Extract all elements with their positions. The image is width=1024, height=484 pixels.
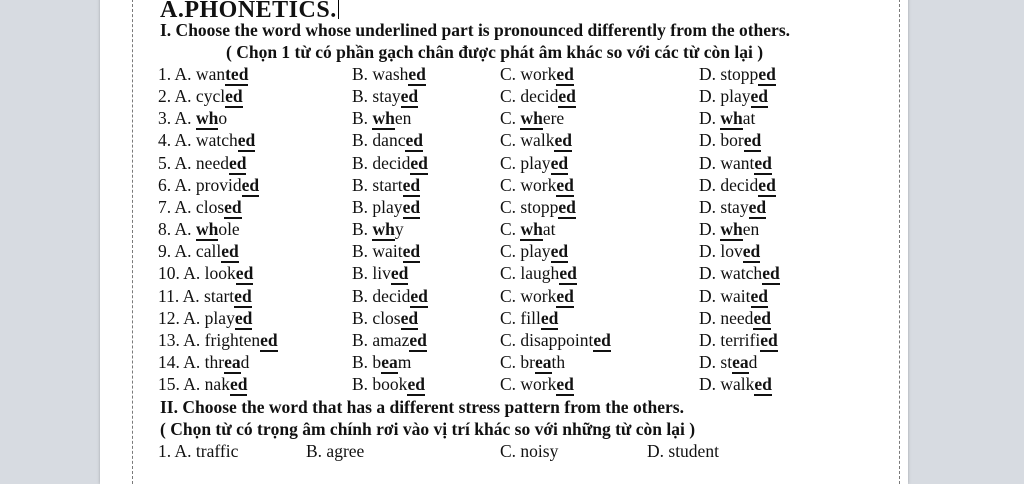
option-c [500, 262, 577, 284]
option-d [699, 218, 759, 240]
option-a: 1. A. traffic [158, 441, 239, 461]
option-a [158, 85, 243, 107]
underlined-part: ed [742, 241, 761, 262]
underlined-part: ed [400, 307, 419, 328]
option-text-suffix: d [748, 351, 758, 372]
option-b [352, 129, 423, 151]
underlined-part: ed [760, 329, 778, 350]
underlined-part: wh [720, 219, 743, 240]
underlined-part: ed [234, 285, 252, 306]
option-a [158, 285, 252, 307]
option-text: A. [174, 108, 196, 129]
question-number: 15. [158, 374, 184, 395]
question-number: 9. [158, 241, 175, 262]
underlined-part: wh [520, 108, 543, 129]
option-b [352, 307, 418, 329]
question-row [158, 129, 898, 151]
option-d [699, 373, 772, 395]
question-row [158, 218, 898, 240]
underlined-part: ed [750, 86, 769, 107]
left-margin-guide [132, 0, 133, 484]
right-margin-guide [899, 0, 900, 484]
underlined-part: ed [390, 263, 409, 284]
question-row [158, 174, 898, 196]
option-text: D. stopp [699, 64, 759, 84]
option-text: B. stay [352, 86, 401, 107]
option-text: C. work [500, 285, 557, 306]
option-d [699, 63, 776, 85]
question-number: 12. [158, 307, 184, 328]
option-text-suffix: y [394, 219, 404, 240]
option-text-suffix: en [394, 108, 412, 129]
underlined-part: ed [410, 285, 428, 306]
option-a [158, 196, 242, 218]
underlined-part: ed [402, 174, 421, 195]
option-text: D. stay [699, 196, 749, 217]
underlined-part: ed [402, 196, 421, 217]
underlined-part: ed [748, 196, 767, 217]
option-text: B. b [352, 351, 382, 372]
part2-instruction-vi: ( Chọn từ có trọng âm chính rơi vào vị trí khác so với những từ còn lại ) [160, 419, 696, 439]
question-number: 3. [158, 108, 175, 129]
option-d [699, 129, 761, 151]
option-text: C. laugh [500, 263, 560, 284]
underlined-part: ed [556, 64, 574, 84]
option-c [500, 285, 574, 307]
underlined-part: ed [593, 329, 611, 350]
question-row [158, 351, 898, 373]
underlined-part: ed [405, 130, 423, 151]
option-text: D. [699, 108, 721, 129]
option-text: D. play [699, 86, 751, 107]
underlined-part: wh [372, 219, 395, 240]
option-c [500, 174, 574, 196]
option-text: A. play [183, 307, 235, 328]
underlined-part: ed [758, 174, 776, 195]
part1-instruction-vi: ( Chọn 1 từ có phần gạch chân được phát âm khác so với các từ còn lại ) [226, 42, 764, 62]
option-a [158, 63, 248, 85]
option-text-suffix: th [551, 351, 566, 372]
option-text: D. bor [699, 130, 744, 151]
underlined-part: ed [402, 241, 421, 262]
option-a [158, 174, 259, 196]
option-text: C. work [500, 174, 557, 195]
option-text: B. liv [352, 263, 391, 284]
underlined-part: ed [754, 374, 772, 395]
underlined-part: ea [535, 351, 552, 372]
option-text: A. [174, 219, 196, 240]
option-b [352, 285, 428, 307]
option-text: A. need [174, 152, 229, 173]
option-text: D. want [699, 152, 755, 173]
option-b [352, 351, 411, 373]
option-a [158, 329, 278, 351]
underlined-part: wh [372, 108, 395, 129]
question-row [158, 196, 898, 218]
option-text: A. start [182, 285, 235, 306]
option-text: D. [699, 219, 721, 240]
option-a [158, 262, 253, 284]
option-text: B. amaz [352, 329, 410, 350]
option-a [158, 152, 246, 174]
option-a [158, 107, 227, 129]
option-text: D. walk [699, 374, 755, 395]
option-d: D. student [647, 441, 719, 461]
underlined-part: ed [556, 374, 574, 395]
option-text: A. call [174, 241, 222, 262]
option-d [699, 107, 755, 129]
underlined-part: ed [408, 64, 426, 84]
option-b [352, 218, 404, 240]
option-text: B. book [352, 374, 408, 395]
question-row [158, 152, 898, 174]
option-c [500, 63, 574, 85]
option-text-suffix: en [742, 219, 760, 240]
underlined-part: ed [409, 329, 427, 350]
option-c [500, 307, 558, 329]
option-c [500, 373, 574, 395]
option-text: C. decid [500, 86, 559, 107]
option-d [699, 152, 772, 174]
underlined-part: ed [743, 130, 762, 151]
underlined-part: ed [229, 374, 248, 395]
option-text: B. wash [352, 64, 409, 84]
question-row [158, 285, 898, 307]
option-b [352, 85, 418, 107]
option-b [352, 196, 420, 218]
underlined-part: wh [195, 108, 219, 129]
question-number: 2. [158, 86, 175, 107]
option-text-suffix: ole [218, 219, 240, 240]
underlined-part: ed [559, 263, 577, 284]
option-text: D. wait [699, 285, 751, 306]
underlined-part: ed [556, 285, 574, 306]
option-c: C. noisy [500, 441, 559, 461]
option-d [699, 174, 776, 196]
option-c [500, 240, 568, 262]
option-c [500, 85, 576, 107]
document-page[interactable] [100, 0, 908, 484]
question-row [158, 307, 898, 329]
option-d [699, 196, 766, 218]
underlined-part: ed [235, 263, 254, 284]
option-text: A. look [183, 263, 236, 284]
option-text: B. decid [352, 152, 411, 173]
option-text: D. watch [699, 263, 763, 284]
option-text: C. work [500, 64, 557, 84]
question-row [158, 107, 898, 129]
underlined-part: ed [224, 196, 242, 217]
option-b [352, 152, 428, 174]
option-text: A. clos [174, 196, 225, 217]
part1-instruction-en: I. Choose the word whose underlined part is pronounced differently from the others. [160, 20, 791, 40]
question-number: 14. [158, 351, 184, 372]
underlined-part: ed [558, 86, 576, 107]
option-a [158, 307, 252, 329]
stress-question-row [158, 440, 898, 462]
option-text: C. play [500, 152, 551, 173]
option-text: A. provid [174, 174, 242, 195]
underlined-part: ea [381, 351, 398, 372]
option-b [352, 174, 420, 196]
option-d [699, 262, 780, 284]
underlined-part: ed [753, 307, 771, 328]
option-d [699, 240, 760, 262]
option-d [699, 85, 768, 107]
option-text: A. nak [183, 374, 230, 395]
option-text: D. need [699, 307, 754, 328]
option-c [500, 351, 565, 373]
underlined-part: ed [400, 86, 419, 107]
text-cursor [338, 0, 339, 19]
underlined-part: ed [241, 174, 260, 195]
question-number: 13. [158, 329, 184, 350]
option-b [352, 373, 425, 395]
option-c [500, 152, 568, 174]
option-c [500, 218, 555, 240]
option-text: C. work [500, 374, 557, 395]
option-text-suffix: o [218, 108, 228, 129]
option-text: A. watch [174, 130, 238, 151]
question-number: 11. [158, 285, 183, 306]
underlined-part: ed [237, 130, 256, 151]
option-text: D. terrifi [699, 329, 761, 350]
question-number: 10. [158, 263, 184, 284]
option-text: B. [352, 219, 373, 240]
option-b [352, 107, 411, 129]
underlined-part: ed [410, 152, 428, 173]
question-number: 4. [158, 130, 175, 151]
option-text-suffix: m [397, 351, 412, 372]
question-row [158, 63, 898, 85]
underlined-part: ea [732, 351, 749, 372]
option-text: A. wan [174, 64, 226, 84]
option-text: B. danc [352, 130, 406, 151]
part2-instruction-en: II. Choose the word that has a different stress pattern from the others. [160, 397, 684, 417]
option-text: A. thr [183, 351, 225, 372]
underlined-part: ed [550, 241, 569, 262]
question-row [158, 85, 898, 107]
option-c [500, 196, 576, 218]
underlined-part: ed [225, 86, 243, 107]
option-text: C. walk [500, 130, 555, 151]
option-a [158, 129, 255, 151]
underlined-part: ed [750, 285, 769, 306]
option-a [158, 240, 239, 262]
option-text: C. play [500, 241, 551, 262]
option-d [699, 329, 778, 351]
question-number: 6. [158, 174, 175, 195]
option-text: D. st [699, 351, 733, 372]
option-d [699, 351, 757, 373]
underlined-part: ed [554, 130, 572, 151]
option-text: D. decid [699, 174, 759, 195]
option-d [699, 285, 768, 307]
question-number: 5. [158, 152, 175, 173]
option-text: B. start [352, 174, 403, 195]
question-row [158, 262, 898, 284]
option-a [158, 218, 240, 240]
option-c [500, 129, 572, 151]
option-text: C. stopp [500, 196, 559, 217]
underlined-part: ed [754, 152, 772, 173]
option-text: A. cycl [174, 86, 226, 107]
question-row [158, 240, 898, 262]
option-text: C. [500, 219, 521, 240]
underlined-part: wh [520, 219, 543, 240]
option-text: C. br [500, 351, 535, 372]
question-row [158, 329, 898, 351]
question-number: 1. [158, 64, 175, 84]
underlined-part: ed [228, 152, 247, 173]
option-b: B. agree [306, 441, 365, 461]
underlined-part: ed [758, 64, 776, 84]
option-b [352, 63, 426, 85]
option-c [500, 329, 611, 351]
option-text: A. frighten [183, 329, 261, 350]
option-text: C. disappoint [500, 329, 594, 350]
underlined-part: ed [260, 329, 278, 350]
option-text: B. play [352, 196, 403, 217]
option-text: C. fill [500, 307, 541, 328]
option-c [500, 107, 564, 129]
option-a [158, 373, 247, 395]
underlined-part: ed [221, 241, 239, 262]
underlined-part: ea [224, 351, 241, 372]
underlined-part: ed [556, 174, 574, 195]
option-text: C. [500, 108, 521, 129]
option-text-suffix: d [240, 351, 250, 372]
underlined-part: ed [762, 263, 780, 284]
underlined-part: ed [234, 307, 253, 328]
option-text: B. wait [352, 241, 403, 262]
underlined-part: ed [550, 152, 569, 173]
option-a [158, 351, 249, 373]
underlined-part: wh [720, 108, 743, 129]
underlined-part: ed [540, 307, 559, 328]
underlined-part: wh [195, 219, 219, 240]
underlined-part: ed [407, 374, 425, 395]
option-text: B. decid [352, 285, 411, 306]
question-row [158, 373, 898, 395]
underlined-part: ted [225, 64, 249, 84]
option-text-suffix: at [542, 219, 556, 240]
option-d [699, 307, 771, 329]
question-number: 8. [158, 219, 175, 240]
option-text-suffix: ere [542, 108, 565, 129]
option-b [352, 240, 420, 262]
option-text: D. lov [699, 241, 743, 262]
option-text-suffix: at [742, 108, 756, 129]
question-number: 7. [158, 196, 175, 217]
option-b [352, 329, 427, 351]
option-b [352, 262, 408, 284]
section-a-title: A.PHONETICS. [160, 0, 337, 23]
underlined-part: ed [558, 196, 576, 217]
option-text: B. [352, 108, 373, 129]
option-text: B. clos [352, 307, 401, 328]
